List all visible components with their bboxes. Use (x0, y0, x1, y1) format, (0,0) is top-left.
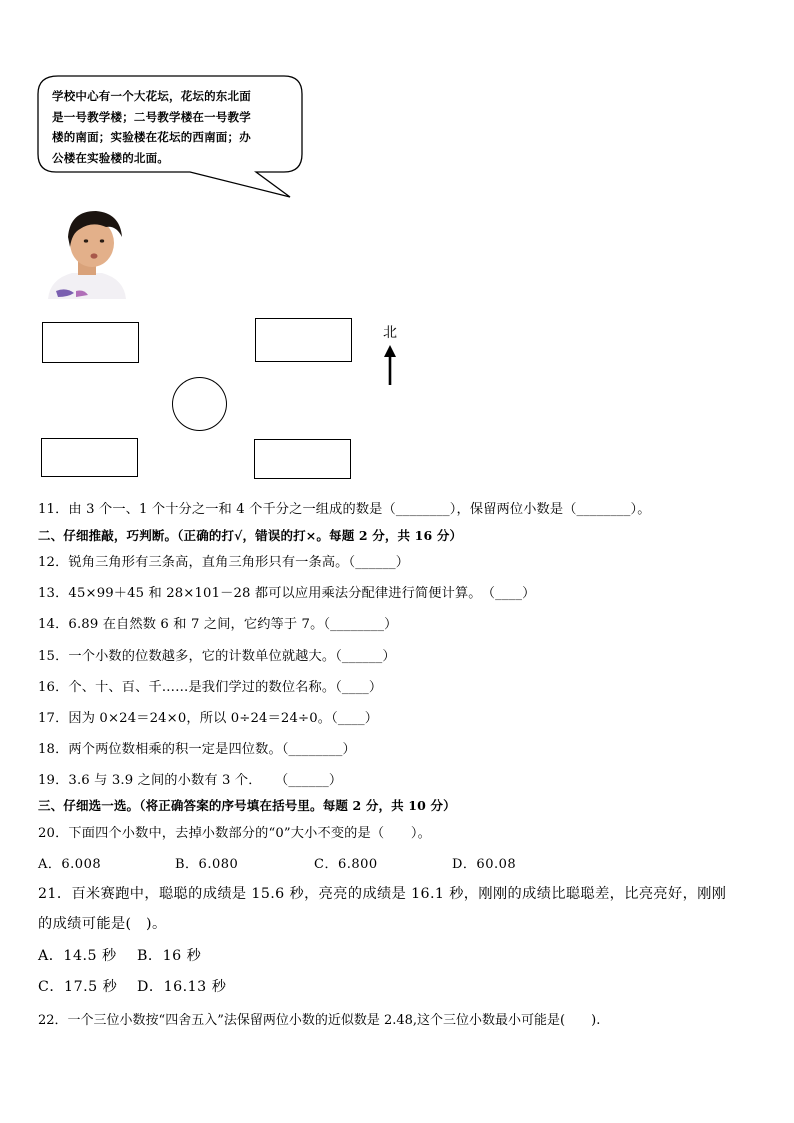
bubble-line: 是一号教学楼；二号教学楼在一号教学 (52, 109, 251, 124)
bubble-line: 公楼在实验楼的北面。 (52, 150, 169, 165)
question-17: 17．因为 0×24＝24×0，所以 0÷24＝24÷0。（____） (38, 711, 379, 726)
q20-option-a: A．6.008 (38, 857, 102, 872)
boy-image (46, 207, 128, 299)
q21-option-c: C．17.5 秒 (38, 979, 118, 995)
question-11: 11．由 3 个一、1 个十分之一和 4 个千分之一组成的数是（________），保留两位小数是（________）。 (38, 502, 651, 517)
question-21-line-1: 21．百米赛跑中，聪聪的成绩是 15.6 秒，亮亮的成绩是 16.1 秒，刚刚的成绩比聪聪差，比亮亮好，刚刚 (38, 886, 727, 902)
question-12: 12．锐角三角形有三条高，直角三角形只有一条高。（______） (38, 555, 410, 570)
speech-bubble-text (52, 86, 300, 168)
question-13: 13．45×99＋45 和 28×101－28 都可以应用乘法分配律进行简便计算。 （____） (38, 586, 536, 601)
question-14: 14．6.89 在自然数 6 和 7 之间，它约等于 7。（________） (38, 617, 398, 632)
bubble-line: 楼的南面；实验楼在花坛的西南面；办 (52, 130, 251, 144)
bubble-line: 学校中心有一个大花坛，花坛的东北面 (52, 89, 251, 103)
section-2-heading: 二、仔细推敲，巧判断。（正确的打√，错误的打×。每题 2 分，共 16 分） (38, 528, 463, 543)
question-19: 19．3.6 与 3.9 之间的小数有 3 个． （______） (38, 773, 343, 788)
building-box-northwest (42, 322, 139, 363)
q21-option-b: B．16 秒 (137, 948, 202, 964)
q20-option-d: D．60.08 (452, 857, 517, 872)
question-18: 18．两个两位数相乘的积一定是四位数。（________） (38, 742, 356, 757)
question-15: 15．一个小数的位数越多，它的计数单位就越大。（______） (38, 649, 396, 664)
q21-option-a: A．14.5 秒 (38, 948, 117, 964)
question-16: 16．个、十、百、千……是我们学过的数位名称。（____） (38, 680, 383, 695)
q21-option-d: D．16.13 秒 (137, 979, 227, 995)
question-20: 20．下面四个小数中，去掉小数部分的“0”大小不变的是（ ）。 (38, 826, 431, 841)
q20-option-b: B．6.080 (175, 857, 239, 872)
q20-option-c: C．6.800 (314, 857, 378, 872)
question-22: 22．一个三位小数按“四舍五入”法保留两位小数的近似数是 2.48,这个三位小数最小可能是( ). (38, 1013, 601, 1028)
section-3-heading: 三、仔细选一选。（将正确答案的序号填在括号里。每题 2 分，共 10 分） (38, 798, 456, 813)
building-box-southeast (254, 439, 351, 479)
building-box-northeast (255, 318, 352, 362)
building-box-southwest (41, 438, 138, 477)
flower-bed-circle (172, 377, 227, 431)
north-arrow-icon (382, 343, 398, 387)
question-21-line-2: 的成绩可能是( )。 (38, 916, 167, 932)
north-label: 北 (383, 325, 397, 341)
